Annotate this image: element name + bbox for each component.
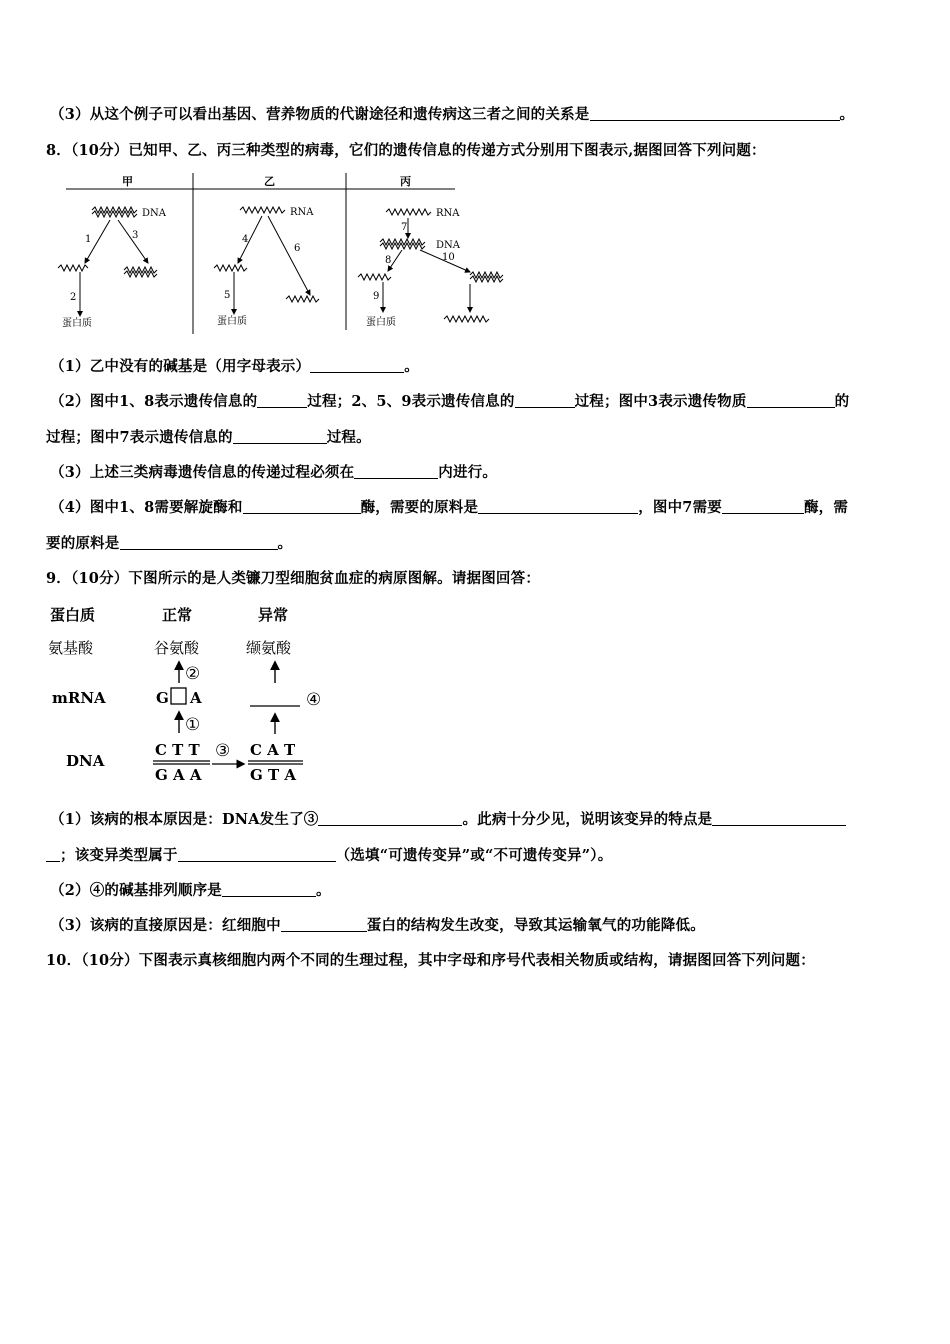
q8-stem: 8．（10分）已知甲、乙、丙三种类型的病毒，它们的遗传信息的传递方式分别用下图表示,据图回答下列问题： [46,142,766,159]
label-rna: RNA [290,207,314,218]
q9-part1: （1）该病的根本原因是：DNA发生了③ 。此病十分少见，说明该变异的特点是 [50,808,846,829]
label-rna-bing: RNA [436,208,460,219]
num-3: 3 [132,230,139,241]
header-jia: 甲 [122,175,133,188]
num-8: 8 [385,255,392,266]
row-mrna: mRNA [52,689,106,707]
aa-abnormal: 缬氨酸 [246,639,292,657]
num-4: 4 [242,234,249,245]
row-amino-acid: 氨基酸 [48,639,94,657]
label-dna-bing: DNA [436,240,460,251]
dna-mut-top: C A T [250,741,296,759]
label-protein-jia: 蛋白质 [62,318,92,329]
num-9: 9 [373,291,380,302]
answer-blank[interactable] [46,847,60,862]
answer-blank[interactable] [233,429,327,444]
q8-part4-cont: 要的原料是 。 [46,535,293,552]
answer-blank[interactable] [243,499,361,514]
q10-stem: 10．（10分）下图表示真核细胞内两个不同的生理过程，其中字母和序号代表相关物质或结构，请据图回答下列问题： [46,952,815,969]
answer-blank[interactable] [747,393,835,408]
q8-part3: （3）上述三类病毒遗传信息的传递过程必须在 内进行。 [50,464,498,481]
circled-4: ④ [306,690,322,710]
num-7: 7 [401,222,408,233]
answer-blank[interactable] [222,882,316,897]
answer-blank[interactable] [178,847,336,862]
col-normal: 正常 [162,606,193,624]
q8-virus-diagram [52,168,512,343]
num-1: 1 [85,234,92,245]
label-protein-bing: 蛋白质 [366,317,396,328]
q9-part3: （3）该病的直接原因是：红细胞中 蛋白的结构发生改变，导致其运输氧气的功能降低。 [50,917,705,934]
num-2: 2 [70,292,77,303]
dna-mut-bottom: G T A [250,766,297,784]
answer-blank[interactable] [590,106,840,121]
mrna-right: A [190,689,202,707]
answer-blank[interactable] [310,358,404,373]
q8-part2-cont: 过程；图中7表示遗传信息的 过程。 [46,429,371,446]
q8-part4: （4）图中1、8需要解旋酶和 酶，需要的原料是 ，图中7需要 酶，需 [50,499,849,516]
col-protein: 蛋白质 [50,606,96,624]
dna-normal-bottom: G A A [155,766,202,784]
answer-blank[interactable] [120,535,278,550]
circled-3: ③ [215,741,231,761]
mrna-left: G [156,689,169,707]
answer-blank[interactable] [354,464,438,479]
answer-blank[interactable] [318,811,462,826]
aa-normal: 谷氨酸 [154,639,200,657]
circled-1: ① [185,715,201,735]
label-protein-yi: 蛋白质 [217,316,247,327]
q8-part1: （1）乙中没有的碱基是（用字母表示） 。 [50,358,419,375]
label-dna: DNA [142,208,166,219]
header-bing: 丙 [400,175,411,188]
q9-part1-cont: ；该变异类型属于 （选填“可遗传变异”或“不可遗传变异”）。 [46,844,612,865]
answer-blank[interactable] [515,393,575,408]
num-6: 6 [294,243,301,254]
num-5: 5 [224,290,231,301]
q9-stem: 9．（10分）下图所示的是人类镰刀型细胞贫血症的病原图解。请据图回答： [46,570,541,587]
q8-part2: （2）图中1、8表示遗传信息的 过程；2、5、9表示遗传信息的 过程；图中3表示遗传物质 的 [50,393,850,410]
header-yi: 乙 [264,175,275,188]
q7-part3: （3）从这个例子可以看出基因、营养物质的代谢途径和遗传病这三者之间的关系是 。 [50,106,855,123]
mrna-box [171,688,186,704]
q9-sickle-cell-diagram [40,598,340,793]
answer-blank[interactable] [722,499,804,514]
q9-part2: （2）④的碱基排列顺序是 。 [50,882,331,899]
answer-blank[interactable] [257,393,307,408]
row-dna: DNA [66,752,105,770]
circled-2: ② [185,664,201,684]
col-abnormal: 异常 [258,606,289,624]
answer-blank[interactable] [281,917,367,932]
answer-blank[interactable] [478,499,638,514]
dna-normal-top: C T T [155,741,200,759]
num-10: 10 [442,252,455,263]
answer-blank[interactable] [712,811,846,826]
